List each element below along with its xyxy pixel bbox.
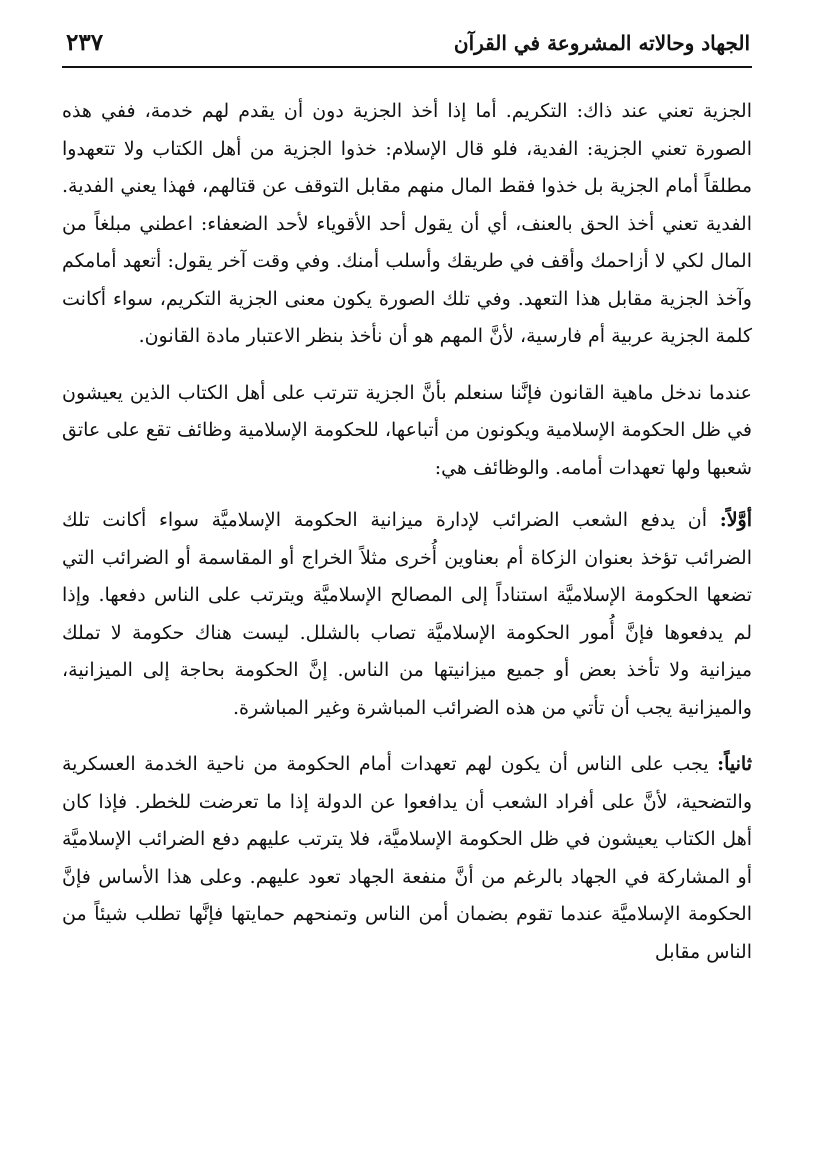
body-text	[62, 93, 752, 971]
paragraph-law-nature: عندما ندخل ماهية القانون فإنَّنا سنعلم بأنَّ الجزية تترتب على أهل الكتاب الذين يعيشون في ظل الحكومة الإسلامية ويكونون من أتباعها، للحكومة الإسلامية وظائف تقع على عاتق شعبها ولها تعهدات أمامه. والوظائف هي:	[62, 381, 752, 479]
paragraph-first-duty	[62, 502, 752, 727]
running-header	[62, 28, 752, 68]
second-point-label: ثانياً:	[717, 753, 752, 775]
first-point-label: أوَّلاً:	[719, 509, 752, 531]
running-title: الجهاد وحالاته المشروعة في القرآن	[453, 31, 750, 55]
book-page	[62, 28, 752, 971]
second-point-text: يجب على الناس أن يكون لهم تعهدات أمام الحكومة من ناحية الخدمة العسكرية والتضحية، لأنَّ على أفراد الشعب أن يدافعوا عن الدولة إذا ما تعرضت للخطر. فإذا كان أهل الكتاب يعيشون في ظل الحكومة الإسلاميَّة، فلا يترتب عليهم دفع الضرائب الإسلاميَّة أو المشاركة في الجهاد بالرغم من أنَّ منفعة الجهاد تعود عليهم. وعلى هذا الأساس فإنَّ الحكومة الإسلاميَّة عندما تقوم بضمان أمن الناس وتمنحهم حمايتها فإنَّها تطلب شيئاً من الناس مقابل	[62, 753, 752, 963]
paragraph-jizya-meaning: الجزية تعني عند ذاك: التكريم. أما إذا أخذ الجزية دون أن يقدم لهم خدمة، ففي هذه الصورة تعني الجزية: الفدية، فلو قال الإسلام: خذوا الجزية من أهل الكتاب ولا تتعهدوا مطلقاً أمام الجزية بل خذوا فقط المال منهم مقابل التوقف عن قتالهم، فهذا يعني الفدية. الفدية تعني أخذ الحق بالعنف، أي أن يقول أحد الأقوياء لأحد الضعفاء: اعطني مبلغاً من المال لكي لا أزاحمك وأقف في طريقك وأسلب أمنك. وفي وقت آخر يقول: أتعهد أمامكم وآخذ الجزية مقابل هذا التعهد. وفي تلك الصورة يكون معنى الجزية التكريم، سواء أكانت كلمة الجزية عربية أم فارسية، لأنَّ المهم هو أن نأخذ بنظر الاعتبار مادة القانون.	[62, 100, 752, 347]
page-number: ٢٣٧	[66, 29, 104, 56]
first-point-text: أن يدفع الشعب الضرائب لإدارة ميزانية الحكومة الإسلاميَّة سواء أكانت تلك الضرائب تؤخذ بعنوان الزكاة أم بعناوين أُخرى مثلاً الخراج أو المقاسمة أو الضرائب التي تضعها الحكومة الإسلاميَّة استناداً إلى المصالح الإسلاميَّة ويترتب على الناس دفعها. وإذا لم يدفعوها فإنَّ أُمور الحكومة الإسلاميَّة تصاب بالشلل. ليست هناك حكومة لا تملك ميزانية ولا تأخذ بعض أو جميع ميزانيتها من الناس. إنَّ الحكومة بحاجة إلى الميزانية، والميزانية يجب أن تأتي من هذه الضرائب المباشرة وغير المباشرة.	[62, 509, 752, 719]
paragraph-second-duty	[62, 746, 752, 971]
